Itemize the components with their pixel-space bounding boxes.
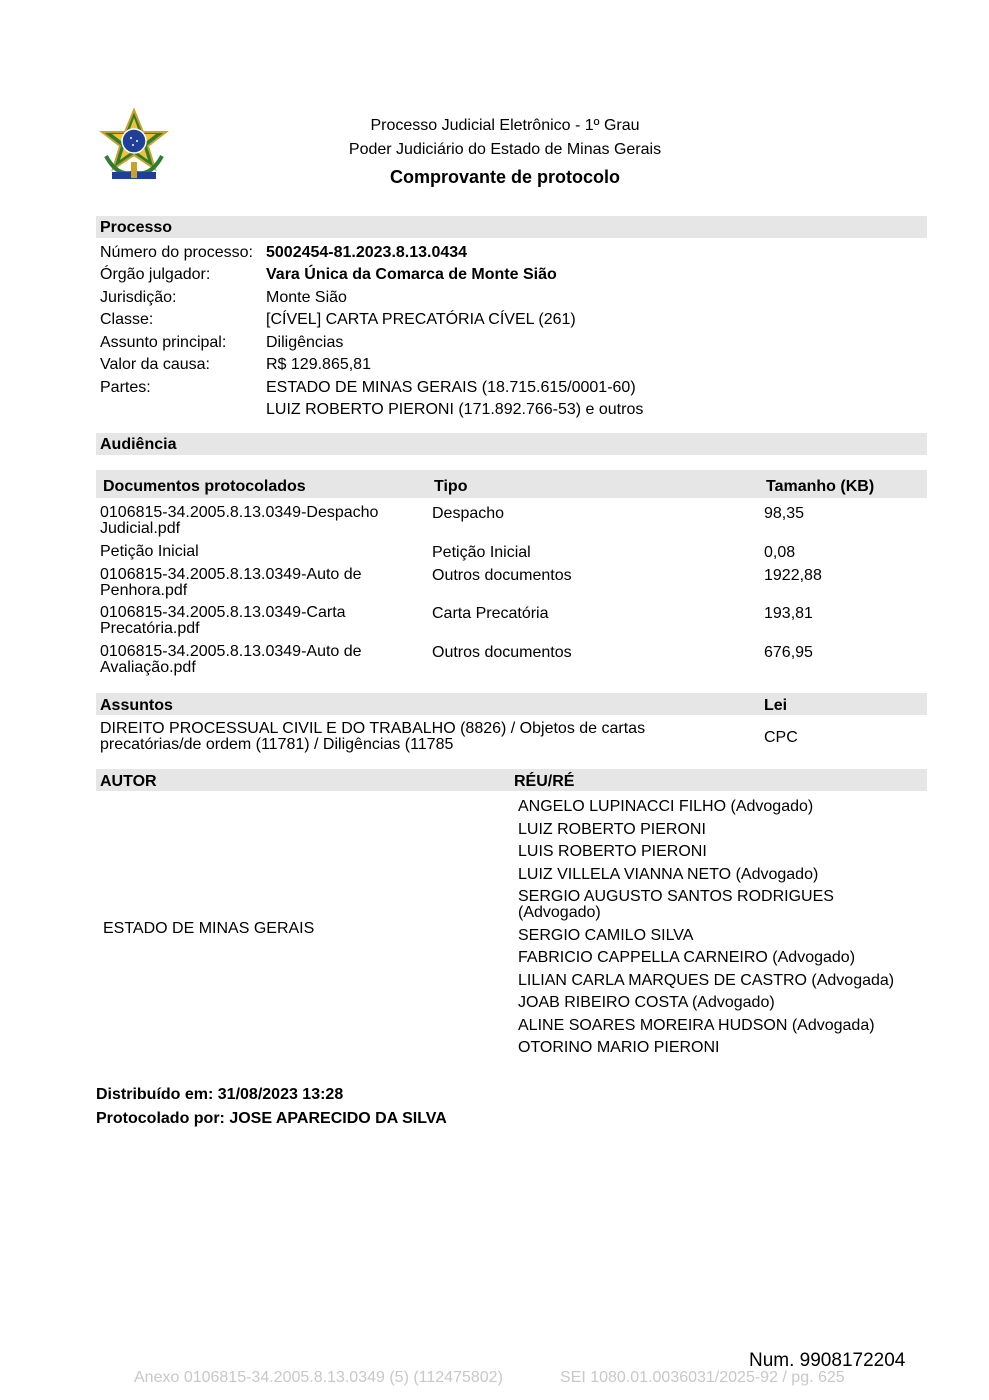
subject-line-2: precatórias/de ordem (11781) / Diligências (11785 [100,736,454,753]
field-label: Assunto principal: [100,334,227,351]
document-type: Outros documentos [432,567,572,584]
reu-item: FABRICIO CAPPELLA CARNEIRO (Advogado) [518,949,856,966]
audiencia-section-header [96,433,927,455]
audiencia-section-title: Audiência [100,436,177,453]
field-label: Jurisdição: [100,289,177,306]
field-label: Valor da causa: [100,356,210,373]
field-label: Órgão julgador: [100,266,211,283]
documents-col-size: Tamanho (KB) [766,478,875,495]
field-label: Classe: [100,311,154,328]
document-size: 1922,88 [764,567,822,584]
subjects-table-header [96,693,927,715]
document-name: 0106815-34.2005.8.13.0349-Auto de Avaliação.pdf [100,643,362,676]
autor-name: ESTADO DE MINAS GERAIS [103,920,315,937]
parties-table-header [96,769,927,791]
header-court-name: Poder Judiciário do Estado de Minas Gerais [348,141,662,158]
reu-item: ALINE SOARES MOREIRA HUDSON (Advogada) [518,1017,875,1034]
subject-law: CPC [764,729,798,746]
subject-line-1: DIREITO PROCESSUAL CIVIL E DO TRABALHO (8826) / Objetos de cartas [100,720,646,737]
reu-item: LUIZ VILLELA VIANNA NETO (Advogado) [518,866,819,883]
reu-item: LILIAN CARLA MARQUES DE CASTRO (Advogada) [518,972,895,989]
reu-item: JOAB RIBEIRO COSTA (Advogado) [518,994,775,1011]
class-value: [CÍVEL] CARTA PRECATÓRIA CÍVEL (261) [266,311,576,328]
sei-page-stamp: SEI 1080.01.0036031/2025-92 / pg. 625 [560,1369,845,1386]
documents-table-header [96,470,927,498]
documents-col-name: Documentos protocolados [103,478,306,495]
document-type: Petição Inicial [432,544,531,561]
document-name: 0106815-34.2005.8.13.0349-Carta Precatória.pdf [100,604,346,637]
distributed-at: Distribuído em: 31/08/2023 13:28 [96,1086,344,1103]
document-type: Outros documentos [432,644,572,661]
process-number: 5002454-81.2023.8.13.0434 [266,244,468,261]
subjects-col-subject: Assuntos [100,697,173,714]
filed-by: Protocolado por: JOSE APARECIDO DA SILVA [96,1110,447,1127]
document-size: 0,08 [764,544,796,561]
reu-item: OTORINO MARIO PIERONI [518,1039,720,1056]
processo-section-title: Processo [100,219,173,236]
document-size: 193,81 [764,605,813,622]
document-number: Num. 9908172204 [749,1350,906,1371]
field-label: Número do processo: [100,244,253,261]
documents-col-type: Tipo [434,478,468,495]
document-type: Despacho [432,505,505,522]
main-subject: Diligências [266,334,344,351]
reu-item: ANGELO LUPINACCI FILHO (Advogado) [518,798,814,815]
document-name: 0106815-34.2005.8.13.0349-Auto de Penhora.pdf [100,566,362,599]
document-size: 98,35 [764,505,805,522]
anexo-stamp: Anexo 0106815-34.2005.8.13.0349 (5) (112475802) [134,1369,503,1386]
document-name: 0106815-34.2005.8.13.0349-Despacho Judicial.pdf [100,504,379,537]
header-system-name: Processo Judicial Eletrônico - 1º Grau [370,117,640,134]
reu-item: LUIZ ROBERTO PIERONI [518,821,706,838]
party-1: ESTADO DE MINAS GERAIS (18.715.615/0001-60) [266,379,636,396]
document-type: Carta Precatória [432,605,549,622]
page-title: Comprovante de protocolo [389,167,620,187]
document-name: Petição Inicial [100,543,199,560]
parties-col-autor: AUTOR [100,773,157,790]
jurisdiction: Monte Sião [266,289,347,306]
subjects-col-law: Lei [764,697,788,714]
party-2: LUIZ ROBERTO PIERONI (171.892.766-53) e outros [266,401,644,418]
reu-item: SERGIO AUGUSTO SANTOS RODRIGUES (Advogado) [518,888,834,921]
field-label: Partes: [100,379,151,396]
processo-section-header [96,216,927,238]
document-size: 676,95 [764,644,813,661]
parties-col-reu: RÉU/RÉ [514,773,575,790]
case-value: R$ 129.865,81 [266,356,371,373]
reu-item: SERGIO CAMILO SILVA [518,927,694,944]
judging-body: Vara Única da Comarca de Monte Sião [266,266,557,283]
reu-item: LUIS ROBERTO PIERONI [518,843,707,860]
